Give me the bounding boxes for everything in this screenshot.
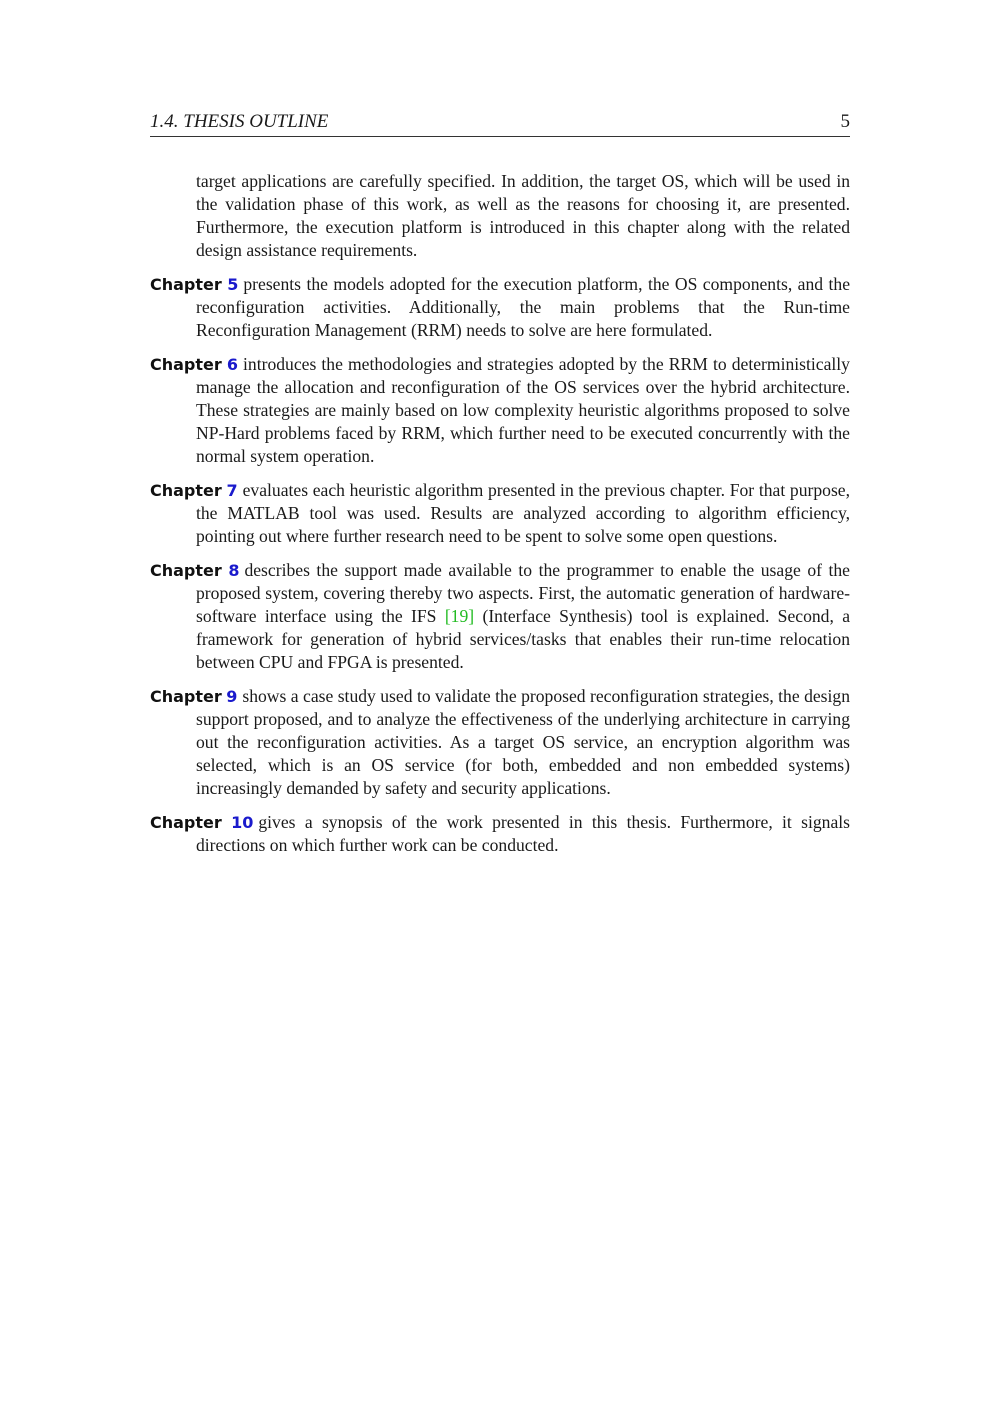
chapter-9-description: shows a case study used to validate the proposed reconfiguration strategies, the design support proposed, and to analyze the effectiveness of the underlying architecture in carrying out the reconfiguration activities. As a target OS service, an encryption algorithm was selected, which is an OS service (for both, embedded and non embedded systems) increasingly demanded by safety and security applications. (196, 686, 851, 798)
page-number: 5 (840, 111, 850, 132)
chapter-6-description: introduces the methodologies and strategies adopted by the RRM to deterministically manage the allocation and reconfiguration of the OS services over the hybrid architecture. These strategies are mainly based on low complexity heuristic algorithms proposed to solve NP-Hard problems faced by RRM, which further need to be executed concurrently with the normal system operation. (196, 354, 850, 466)
thesis-outline-body (150, 170, 850, 868)
chapter-6-link[interactable]: 6 (226, 355, 239, 374)
chapter-label: Chapter (150, 355, 222, 374)
chapter-label: Chapter (150, 481, 222, 500)
continuation-paragraph: target applications are carefully specified. In addition, the target OS, which will be used in the validation phase of this work, as well as the reasons for choosing it, are presented. Furthermore, the execution platform is introduced in this chapter along with the related design assistance requirements. (196, 171, 850, 260)
chapter-8-description-end: (Interface Synthesis) tool is explained. Second, a framework for generation of hybrid services/tasks that enables their run-time relocation between CPU and FPGA is presented. (196, 606, 851, 672)
chapter-7-link[interactable]: 7 (226, 481, 238, 500)
chapter-label: Chapter (150, 687, 222, 706)
chapter-5-description: presents the models adopted for the execution platform, the OS components, and the reconfiguration activities. Additionally, the main problems that the Run-time Reconfiguration Management (RRM) needs to solve are here formulated. (196, 274, 851, 340)
chapter-8-description-start: describes the support made available to the programmer to enable the usage of the proposed system, covering thereby two aspects. First, the automatic generation of hardware-software interface using the IFS (196, 560, 850, 626)
chapter-8-link[interactable]: 8 (228, 561, 240, 580)
chapter-10-link[interactable]: 10 (231, 813, 254, 832)
chapter-5-entry (150, 273, 850, 342)
chapter-9-entry (150, 685, 850, 800)
chapter-5-link[interactable]: 5 (227, 275, 239, 294)
running-head (150, 110, 850, 137)
chapter-8-entry (150, 559, 850, 674)
chapter-6-entry (150, 353, 850, 468)
chapter-10-description: gives a synopsis of the work presented in this thesis. Furthermore, it signals directions on which further work can be conducted. (196, 812, 850, 855)
chapter-10-entry (150, 811, 850, 857)
chapter-label: Chapter (150, 275, 222, 294)
chapter-label: Chapter (150, 561, 222, 580)
chapter-9-link[interactable]: 9 (226, 687, 238, 706)
citation-link[interactable]: [19] (444, 606, 475, 626)
chapter-7-description: evaluates each heuristic algorithm presented in the previous chapter. For that purpose, the MATLAB tool was used. Results are analyzed according to algorithm efficiency, pointing out where further research need to be spent to solve some open questions. (196, 480, 850, 546)
section-title: 1.4. THESIS OUTLINE (150, 111, 329, 132)
chapter-label: Chapter (150, 813, 222, 832)
chapter-7-entry (150, 479, 850, 548)
